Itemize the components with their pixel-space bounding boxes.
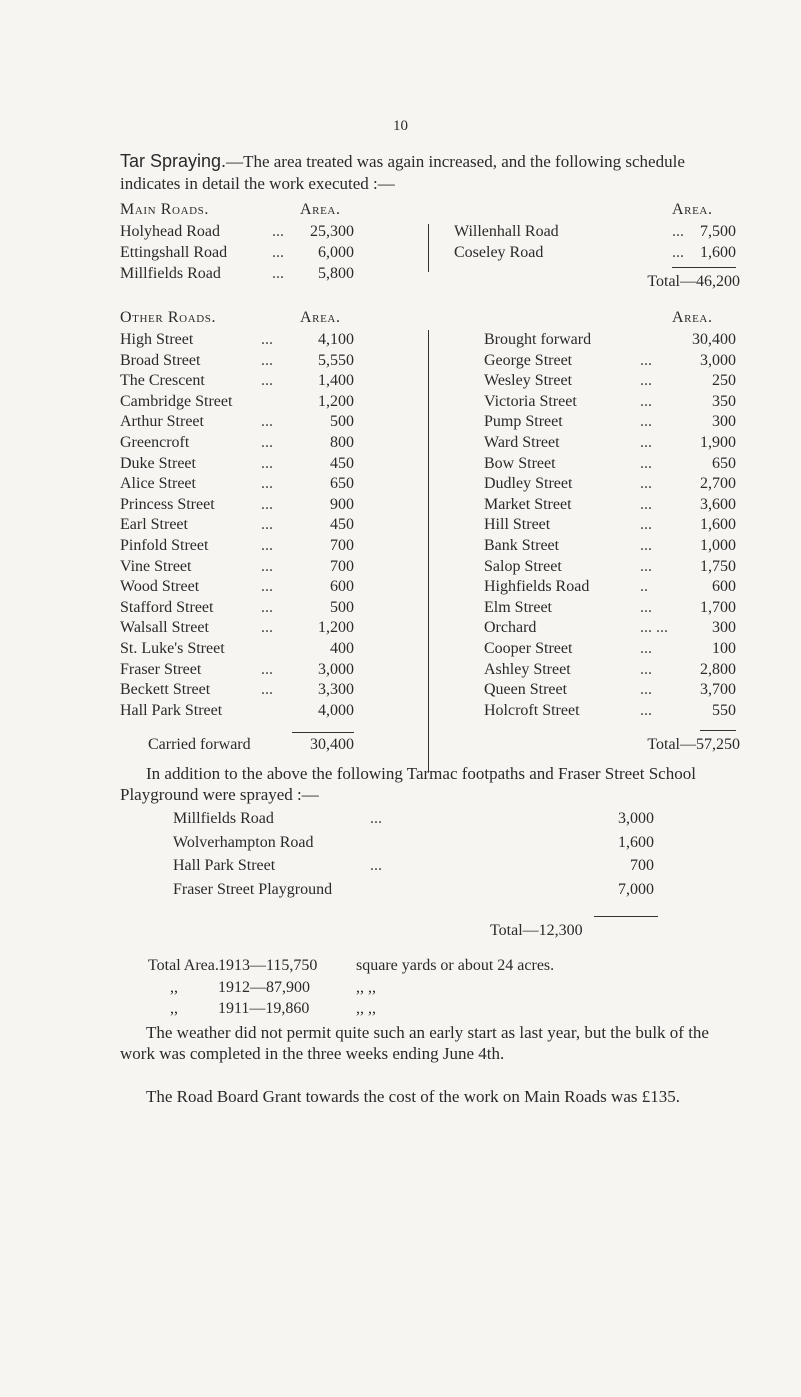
road-row (454, 223, 559, 241)
leader-dots: ... (261, 516, 273, 534)
entry-area: 1,700 (700, 598, 736, 616)
ditto-mark: ,, (170, 1000, 178, 1017)
sum-rule (700, 730, 736, 731)
carried-forward-label: Carried forward (148, 736, 251, 753)
road-row (120, 599, 213, 617)
road-row (484, 640, 572, 658)
entry-name: Beckett Street (120, 681, 211, 699)
entry-area: 3,600 (700, 495, 736, 513)
entry-name: Hall Park Street (120, 701, 223, 719)
leader-dots: ... (640, 660, 652, 678)
road-row (120, 331, 193, 349)
entry-area: 4,100 (318, 331, 354, 348)
road-row (454, 244, 543, 262)
leader-dots: ... (672, 223, 684, 240)
road-row (120, 558, 191, 576)
tarmac-total: Total—12,300 (490, 922, 583, 939)
entry-area: 25,300 (310, 223, 354, 240)
road-row (120, 681, 210, 699)
road-row (484, 516, 550, 534)
other-roads-area-header: Area. (300, 309, 341, 326)
entry-area: 1,200 (318, 619, 354, 637)
entry-name: Holcroft Street (484, 701, 580, 719)
leader-dots: ... (272, 244, 284, 261)
road-row (484, 619, 536, 637)
leader-dots: ... (640, 372, 652, 390)
sum-rule (672, 267, 736, 268)
other-roads-header: Other Roads. (120, 309, 217, 326)
intro-text: —The area treated was again increased, and the following schedule indicates in detail the work executed :— (120, 152, 685, 193)
entry-area: 500 (330, 598, 354, 616)
grant-paragraph: The Road Board Grant towards the cost of the work on Main Roads was £135. (146, 1087, 680, 1106)
weather-paragraph: The weather did not permit quite such an early start as last year, but the bulk of the work was completed in the three weeks ending June 4th. (120, 1023, 709, 1063)
entry-area: 250 (712, 372, 736, 390)
entry-name: Salop Street (484, 557, 562, 575)
entry-name: Pinfold Street (120, 537, 209, 554)
entry-area: 500 (330, 413, 354, 431)
leader-dots: ... (640, 454, 652, 472)
entry-area: 450 (330, 516, 354, 534)
entry-area: 5,550 (318, 351, 354, 369)
column-divider (428, 330, 429, 772)
entry-area: 1,600 (700, 244, 736, 261)
page-number: 10 (393, 118, 408, 134)
leader-dots: ... (261, 619, 273, 637)
road-row (120, 475, 196, 493)
section-heading: Tar Spraying. (120, 151, 227, 171)
leader-dots: ... (261, 454, 273, 472)
leader-dots: ... (640, 392, 652, 410)
leader-dots: ... (261, 578, 273, 596)
road-row (484, 558, 562, 576)
leader-dots: ... (261, 372, 273, 390)
entry-name: Coseley Road (454, 244, 544, 261)
entry-name: Holyhead Road (120, 223, 220, 240)
sum-rule (594, 916, 658, 917)
entry-name: Broad Street (120, 351, 201, 369)
entry-area: 3,300 (318, 681, 354, 699)
entry-name: Wolverhampton Road (173, 833, 314, 851)
leader-dots: ... (640, 640, 652, 657)
road-row (484, 702, 580, 720)
entry-name: Princess Street (120, 495, 215, 513)
tarmac-row (173, 881, 332, 899)
leader-dots: ... (370, 857, 382, 874)
tarmac-row (173, 857, 275, 875)
entry-area: 3,700 (700, 681, 736, 699)
entry-name: Earl Street (120, 516, 188, 534)
entry-name: Highfields Road (484, 578, 590, 596)
intro-paragraph (120, 150, 740, 195)
entry-area: 900 (330, 495, 354, 513)
leader-dots: ... (640, 681, 652, 699)
entry-area: 450 (330, 454, 354, 472)
road-row (120, 661, 201, 679)
entry-area: 800 (330, 434, 354, 451)
entry-area: 7,500 (700, 223, 736, 240)
road-row (120, 578, 199, 596)
road-row (484, 331, 591, 349)
entry-area: 1,600 (700, 516, 736, 534)
road-row (120, 640, 225, 658)
leader-dots: ... (261, 660, 273, 678)
entry-name: Cambridge Street (120, 392, 233, 410)
leader-dots: ... (640, 516, 652, 534)
entry-area: 1,400 (318, 372, 354, 390)
entry-name: Wood Street (120, 578, 200, 596)
road-row (484, 599, 552, 617)
road-row (120, 702, 222, 720)
tarmac-row (173, 834, 313, 852)
entry-name: Ettingshall Road (120, 244, 228, 261)
leader-dots: ... (261, 495, 273, 513)
leader-dots: ... (261, 557, 273, 575)
entry-area: 2,700 (700, 475, 736, 493)
entry-area: 300 (712, 619, 736, 637)
road-row (484, 413, 563, 431)
road-row (120, 352, 200, 370)
leader-dots: ... (261, 537, 273, 554)
road-row (484, 455, 556, 473)
total-area-year: 1912—87,900 (218, 978, 310, 996)
entry-area: 550 (712, 701, 736, 719)
leader-dots: ... (272, 223, 284, 240)
entry-name: Arthur Street (120, 413, 204, 431)
entry-name: Wesley Street (484, 372, 573, 390)
road-row (120, 372, 205, 390)
entry-area: 1,200 (318, 392, 354, 410)
road-row (120, 223, 220, 241)
leader-dots: ... (640, 413, 652, 431)
leader-dots: ... (640, 701, 652, 719)
entry-area: 700 (630, 857, 654, 874)
entry-area: 2,800 (700, 660, 736, 678)
road-row (484, 537, 559, 555)
road-row (120, 516, 188, 534)
entry-area: 300 (712, 413, 736, 431)
road-row (484, 661, 571, 679)
entry-name: Elm Street (484, 598, 552, 616)
total-area-year: 1913—115,750 (218, 957, 318, 974)
total-area-suffix: square yards or about 24 acres. (356, 957, 555, 974)
entry-area: 6,000 (318, 244, 354, 261)
entry-name: Hall Park Street (173, 857, 276, 874)
entry-name: Brought forward (484, 331, 592, 348)
tarmac-row (173, 810, 274, 828)
leader-dots: ... (640, 351, 652, 369)
leader-dots: ... (640, 434, 652, 451)
entry-area: 30,400 (692, 331, 736, 348)
entry-area: 1,900 (700, 434, 736, 451)
road-row (120, 619, 209, 637)
road-row (120, 455, 196, 473)
leader-dots: ... (640, 557, 652, 575)
entry-name: Millfields Road (173, 810, 274, 827)
entry-name: Pump Street (484, 413, 563, 431)
entry-area: 100 (712, 640, 736, 657)
carried-forward-value: 30,400 (310, 736, 354, 753)
leader-dots: ... (640, 495, 652, 513)
leader-dots: ... (370, 810, 382, 827)
column-divider (428, 224, 429, 272)
entry-area: 700 (330, 557, 354, 575)
main-roads-total: Total—46,200 (647, 273, 740, 290)
total-area-label: Total Area. (148, 957, 219, 974)
main-roads-right-area-header: Area. (672, 201, 713, 218)
entry-area: 1,600 (618, 833, 654, 851)
total-area-suffix: ,, ,, (356, 978, 376, 996)
road-row (120, 244, 227, 262)
other-roads-right-area-header: Area. (672, 309, 713, 326)
total-area-year: 1911—19,860 (218, 1000, 310, 1017)
entry-name: Vine Street (120, 557, 192, 575)
entry-name: Ashley Street (484, 660, 571, 678)
entry-name: Greencroft (120, 434, 190, 451)
road-row (120, 393, 232, 411)
sum-rule (292, 732, 354, 733)
entry-name: Bow Street (484, 454, 556, 472)
entry-name: Fraser Street (120, 660, 202, 678)
entry-area: 600 (712, 578, 736, 596)
road-row (484, 434, 560, 452)
entry-name: Bank Street (484, 537, 560, 554)
road-row (484, 681, 567, 699)
entry-name: Dudley Street (484, 475, 573, 493)
entry-name: Stafford Street (120, 598, 214, 616)
leader-dots: ... (261, 331, 273, 348)
entry-area: 400 (330, 640, 354, 657)
entry-name: High Street (120, 331, 194, 348)
main-roads-area-header: Area. (300, 201, 341, 218)
entry-area: 3,000 (700, 351, 736, 369)
entry-area: 700 (330, 537, 354, 554)
road-row (120, 413, 204, 431)
total-area-suffix: ,, ,, (356, 1000, 376, 1017)
entry-area: 600 (330, 578, 354, 596)
entry-name: Hill Street (484, 516, 551, 534)
entry-name: Alice Street (120, 475, 196, 493)
entry-area: 5,800 (318, 265, 354, 282)
leader-dots: .. (640, 578, 648, 596)
entry-name: Walsall Street (120, 619, 209, 637)
leader-dots: ... (261, 598, 273, 616)
road-row (120, 537, 208, 555)
entry-name: George Street (484, 351, 573, 369)
tarmac-intro: In addition to the above the following Tarmac footpaths and Fraser Street School Playground were sprayed :— (120, 764, 696, 804)
entry-area: 1,000 (700, 537, 736, 554)
leader-dots: ... (272, 265, 284, 282)
entry-name: Duke Street (120, 454, 196, 472)
entry-name: Victoria Street (484, 392, 577, 410)
entry-area: 1,750 (700, 557, 736, 575)
entry-name: Cooper Street (484, 640, 573, 657)
entry-name: Willenhall Road (454, 223, 559, 240)
road-row (484, 372, 572, 390)
entry-area: 650 (712, 454, 736, 472)
entry-area: 350 (712, 392, 736, 410)
leader-dots: ... (640, 475, 652, 493)
leader-dots: ... ... (640, 619, 668, 637)
entry-name: Fraser Street Playground (173, 880, 333, 898)
entry-name: Ward Street (484, 434, 560, 451)
entry-area: 3,000 (318, 660, 354, 678)
leader-dots: ... (261, 681, 273, 699)
leader-dots: ... (672, 244, 684, 261)
entry-area: 650 (330, 475, 354, 493)
road-row (484, 496, 572, 514)
main-roads-header: Main Roads. (120, 201, 209, 218)
road-row (484, 352, 572, 370)
ditto-mark: ,, (170, 979, 178, 996)
leader-dots: ... (261, 413, 273, 431)
entry-name: St. Luke's Street (120, 640, 225, 657)
road-row (120, 496, 215, 514)
entry-name: Market Street (484, 495, 572, 513)
leader-dots: ... (261, 475, 273, 493)
road-row (484, 393, 577, 411)
entry-name: Millfields Road (120, 265, 221, 282)
entry-name: Orchard (484, 619, 537, 637)
entry-area: 7,000 (618, 880, 654, 898)
entry-name: Queen Street (484, 681, 568, 699)
other-roads-total: Total—57,250 (647, 736, 740, 753)
leader-dots: ... (261, 434, 273, 451)
entry-area: 3,000 (618, 810, 654, 827)
leader-dots: ... (261, 351, 273, 369)
leader-dots: ... (640, 537, 652, 554)
road-row (484, 578, 589, 596)
entry-name: The Crescent (120, 372, 205, 390)
leader-dots: ... (640, 598, 652, 616)
road-row (120, 434, 189, 452)
entry-area: 4,000 (318, 701, 354, 719)
road-row (484, 475, 572, 493)
